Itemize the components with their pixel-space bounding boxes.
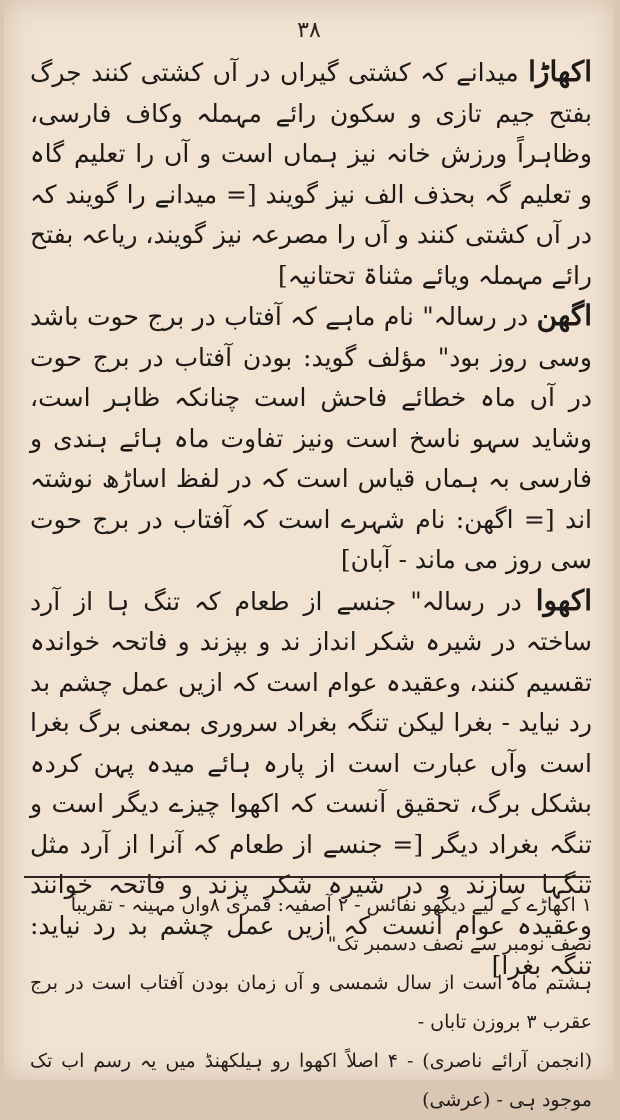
entry-text: در رسالہ" جنسے از طعام کہ تنگ ہا از آرد ساختہ در شیرہ شکر انداز ند و بپزند و فاتحہ خواندہ تقسیم کنند، وعقیدہ عوام است کہ ازیں عمل چشم بد رد نیاید - بغرا لیکن تنگہ بغراد سروری بمعنی برگ بغرا است وآں عبارت است از پارہ ہائے میدہ پہن کردہ بشکل برگ، تحقیق آنست کہ اکھوا چیزے دیگر است و تنگہ بغراد دیگر [= جنسے از طعام کہ آنرا از آرد مثل تنگہا سازند و در شیرہ شکر پزند و فاتحہ خوانند وعقیدہ عوام آنست کہ ازیں عمل چشم بد رد نیاید: تنگہ بغرا] <box>30 586 592 980</box>
entry-heading: اگھن <box>536 299 592 332</box>
footnote: ۱ اکھاڑے کے لیے دیکھو نفائس - ۲ آصفیہ: قمری ۸واں مہینہ - تقریباً <box>70 894 592 916</box>
entry-heading: اکھاڑا <box>528 55 592 88</box>
entry-aghan <box>30 296 592 581</box>
entry-text: میدانے کہ کشتی گیراں در آں کشتی کنند جرگ بفتح جیم تازی و سکون رائے مہملہ وکاف فارسی، وظاہراً ورزش خانہ نیز ہماں است و آں را تعلیم گاہ و تعلیم گہ بحذف الف نیز گویند [= میدانے را گویند کہ در آں کشتی کنند و آں را مصرعہ نیز گویند، ریاعہ بفتح رائے مہملہ ویائے مثناۃ تحتانیہ] <box>30 58 592 290</box>
book-page <box>4 0 614 1111</box>
footnote-divider <box>24 876 590 878</box>
footnote: ہشتم ماہ است از سال شمسی و آں زمان بودن آفتاب است در برج عقرب ۳ بروزن تاباں - <box>30 972 592 1033</box>
page-number: ۳۸ <box>297 18 321 43</box>
entry-heading: اکھوا <box>535 583 593 617</box>
entry-text: در رسالہ" نام ماہے کہ آفتاب در برج حوت باشد وسی روز بود" مؤلف گوید: بودن آفتاب در برج حوت در آں ماہ خطائے فاحش است چنانکہ ظاہر است، وشاید سہو ناسخ است ونیز تفاوت ماہ ہائے ہندی و فارسی بہ ہماں قیاس است کہ در لفظ اساڑھ نوشتہ اند [= اگھن: نام شہرے است کہ آفتاب در برج حوت سی روز می ماند - آبان] <box>30 302 592 574</box>
entry-akhara <box>30 52 592 296</box>
footnote: نصف نومبر سے نصف دسمبر تک" <box>327 933 592 955</box>
footnotes <box>30 886 592 1120</box>
footnote: (انجمن آرائے ناصری) - ۴ اصلاً اکھوا رو ہیلکھنڈ میں یہ رسم اب تک موجود ہی - (عرشی) <box>30 1050 592 1111</box>
